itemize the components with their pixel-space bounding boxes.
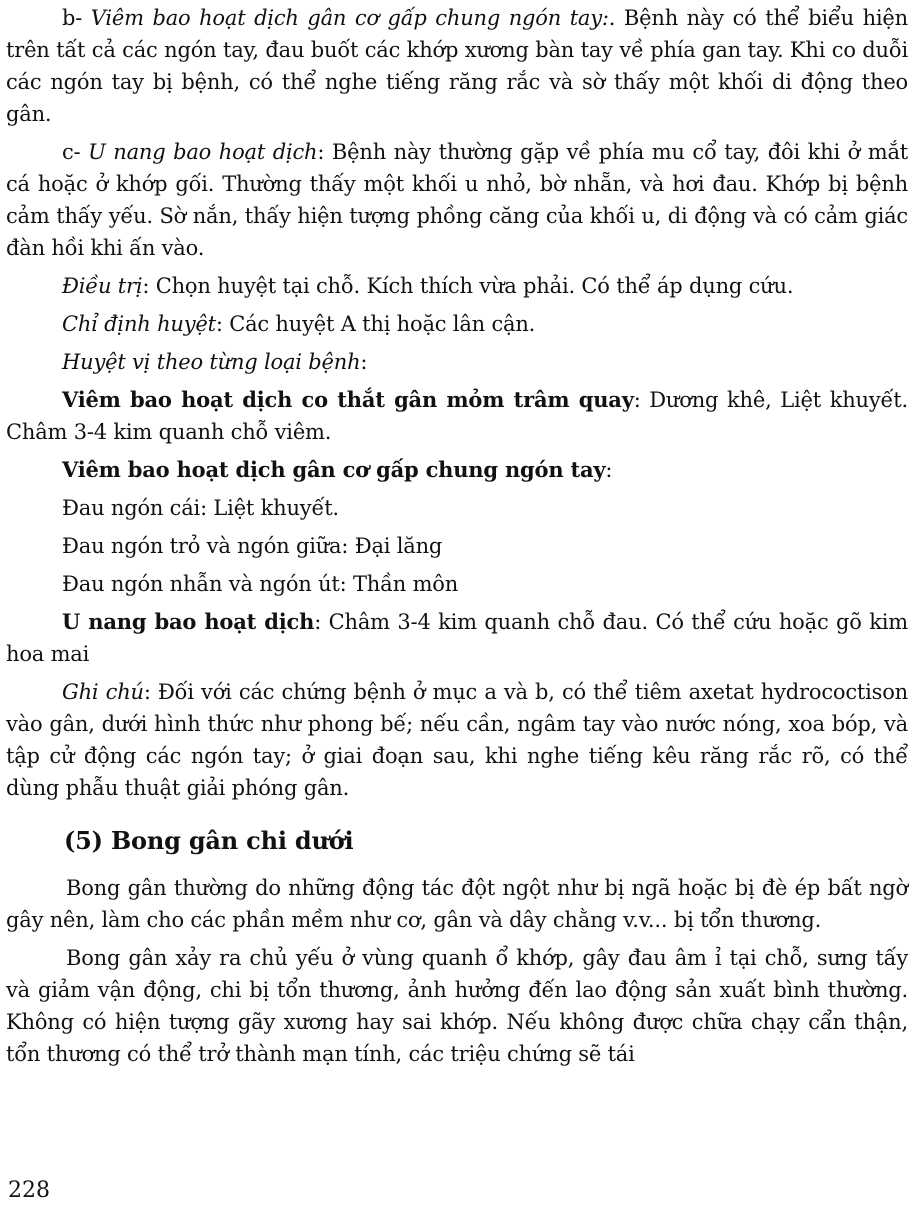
text-run: : Đối với các chứng bệnh ở mục a và b, có thể tiêm axetat hydrococtison vào gân, dưới hình thức như phong bế; nếu cần, ngâm tay vào nước nóng, xoa bóp, và tập cử động các ngón tay; ở giai đoạn sau, khi nghe tiếng kêu răng rắc rõ, có thể dùng phẫu thuật giải phóng gân.	[6, 680, 908, 800]
paragraph	[6, 676, 908, 804]
text-run: : Bệnh này thường gặp về phía mu cổ tay, đôi khi ở mắt cá hoặc ở khớp gối. Thường thấy một khối u nhỏ, bờ nhẵn, và hơi đau. Khớp bị bệnh cảm thấy yếu. Sờ nắn, thấy hiện tượng phồng căng của khối u, di động và có cảm giác đàn hồi khi ấn vào.	[6, 140, 909, 260]
paragraph	[6, 872, 908, 936]
text-run: Đau ngón cái: Liệt khuyết.	[62, 496, 339, 520]
text-run: : Các huyệt A thị hoặc lân cận.	[215, 312, 536, 336]
text-run: Bong gân thường do những động tác đột ngột như bị ngã hoặc bị đè ép bất ngờ gây nên, làm cho các phần mềm như cơ, gân và dây chằng v.v... bị tổn thương.	[6, 876, 908, 932]
page-number: 228	[8, 1178, 50, 1203]
text-run: . Bệnh này có thể biểu hiện trên tất cả các ngón tay, đau buốt các khớp xương bàn tay về phía gan tay. Khi co duỗi các ngón tay bị bệnh, có thể nghe tiếng răng rắc và sờ thấy một khối di động theo gân.	[6, 6, 908, 126]
paragraph	[6, 2, 908, 130]
text-run: Bong gân xảy ra chủ yếu ở vùng quanh ổ khớp, gây đau âm ỉ tại chỗ, sưng tấy và giảm vận động, chi bị tổn thương, ảnh hưởng đến lao động sản xuất bình thường. Không có hiện tượng gãy xương hay sai khớp. Nếu không được chữa chạy cẩn thận, tổn thương có thể trở thành mạn tính, các triệu chứng sẽ tái	[6, 946, 908, 1066]
text-run: : Châm 3-4 kim quanh chỗ đau. Có thể cứu hoặc gõ kim hoa mai	[6, 610, 909, 666]
text-run: c-	[62, 140, 89, 164]
text-run: Đau ngón trỏ và ngón giữa: Đại lăng	[62, 534, 443, 558]
paragraph	[6, 136, 908, 264]
paragraph	[6, 454, 908, 486]
paragraph	[6, 606, 908, 670]
paragraph	[6, 308, 908, 340]
bold-term: U nang bao hoạt dịch	[62, 609, 315, 634]
italic-term: U nang bao hoạt dịch	[88, 140, 318, 164]
italic-term: Huyệt vị theo từng loại bệnh	[62, 350, 361, 374]
bold-term: Viêm bao hoạt dịch co thắt gân mỏm trâm quay	[62, 387, 634, 412]
text-run: :	[360, 350, 368, 374]
italic-term: Điều trị	[62, 274, 143, 298]
document-body	[6, 2, 908, 1076]
italic-term: Viêm bao hoạt dịch gân cơ gấp chung ngón tay:	[90, 6, 609, 30]
text-run: b-	[62, 6, 91, 30]
text-run: Đau ngón nhẫn và ngón út: Thần môn	[62, 572, 459, 596]
italic-term: Ghi chú	[62, 680, 144, 704]
text-run: :	[605, 458, 613, 482]
paragraph	[6, 530, 908, 562]
bold-term: Viêm bao hoạt dịch gân cơ gấp chung ngón tay	[62, 457, 606, 482]
paragraph	[6, 568, 908, 600]
text-run: (5) Bong gân chi dưới	[64, 826, 354, 855]
paragraph	[6, 346, 908, 378]
paragraph	[6, 492, 908, 524]
paragraph	[6, 942, 908, 1070]
text-run: : Chọn huyệt tại chỗ. Kích thích vừa phải. Có thể áp dụng cứu.	[142, 274, 794, 298]
text-run: : Dương khê, Liệt khuyết. Châm 3-4 kim quanh chỗ viêm.	[6, 388, 908, 444]
section-heading	[6, 824, 908, 858]
paragraph	[6, 384, 908, 448]
italic-term: Chỉ định huyệt	[62, 312, 216, 336]
paragraph	[6, 270, 908, 302]
